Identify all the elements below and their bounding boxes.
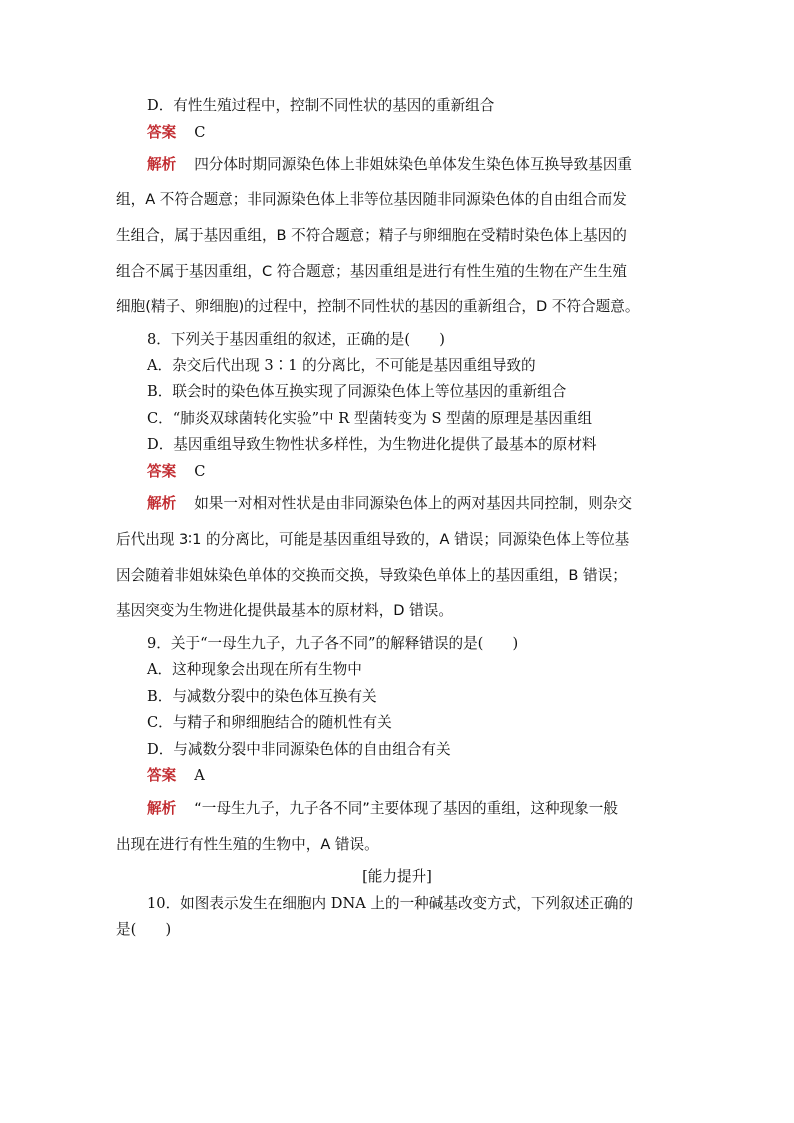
q10-stem-line: 10．如图表示发生在细胞内 DNA 上的一种碱基改变方式，下列叙述正确的 [147,895,634,912]
q7-analysis-line: 细胞(精子、卵细胞)的过程中，控制不同性状的基因的重新组合，D 不符合题意。 [116,298,640,315]
answer-value: A [194,767,205,784]
q9-option-d: D．与减数分裂中非同源染色体的自由组合有关 [147,741,451,758]
q9-stem: 9．关于“一母生九子，九子各不同”的解释错误的是( ) [147,635,519,652]
answer-value: C [194,463,206,480]
q8-answer [147,462,205,482]
section-heading: [能力提升] [362,868,432,885]
q7-analysis-line: 解析 四分体时期同源染色体上非姐妹染色单体发生染色体互换导致基因重 [147,156,633,173]
q8-analysis-line: 因会随着非姐妹染色单体的交换而交换，导致染色单体上的基因重组，B 错误； [116,567,627,584]
q9-option-b: B．与减数分裂中的染色体互换有关 [147,688,377,705]
q9-analysis-line: 解析 “一母生九子，九子各不同”主要体现了基因的重组，这种现象一般 [147,800,618,817]
answer-label: 答案 [147,463,177,480]
q7-answer [147,123,205,143]
q9-option-c: C．与精子和卵细胞结合的随机性有关 [147,714,392,731]
q9-answer [147,766,205,786]
analysis-label: 解析 [147,156,177,173]
q8-analysis-line: 解析 如果一对相对性状是由非同源染色体上的两对基因共同控制，则杂交 [147,495,633,512]
q7-analysis-line: 组合不属于基因重组，C 符合题意；基因重组是进行有性生殖的生物在产生生殖 [116,263,628,280]
q9-analysis-line: 出现在进行有性生殖的生物中，A 错误。 [116,836,379,853]
q8-stem: 8．下列关于基因重组的叙述，正确的是( ) [147,331,445,348]
q8-option-a: A．杂交后代出现 3∶1 的分离比，不可能是基因重组导致的 [147,357,536,374]
q8-option-b: B．联会时的染色体互换实现了同源染色体上等位基因的重新组合 [147,383,567,400]
q8-analysis-line: 后代出现 3∶1 的分离比，可能是基因重组导致的，A 错误；同源染色体上等位基 [116,531,630,548]
answer-label: 答案 [147,767,177,784]
q8-option-c: C．“肺炎双球菌转化实验”中 R 型菌转变为 S 型菌的原理是基因重组 [147,410,593,427]
q9-option-a: A．这种现象会出现在所有生物中 [147,661,362,678]
q8-analysis-line: 基因突变为生物进化提供最基本的原材料，D 错误。 [116,602,453,619]
q7-option-d: D．有性生殖过程中，控制不同性状的基因的重新组合 [147,97,495,114]
q7-analysis-line: 生组合，属于基因重组，B 不符合题意；精子与卵细胞在受精时染色体上基因的 [116,227,627,244]
answer-label: 答案 [147,124,177,141]
analysis-label: 解析 [147,800,177,817]
q10-stem-line: 是( ) [116,921,172,938]
analysis-label: 解析 [147,495,177,512]
answer-value: C [194,124,206,141]
q7-analysis-line: 组，A 不符合题意；非同源染色体上非等位基因随非同源染色体的自由组合而发 [116,191,627,208]
q8-option-d: D．基因重组导致生物性状多样性，为生物进化提供了最基本的原材料 [147,436,597,453]
